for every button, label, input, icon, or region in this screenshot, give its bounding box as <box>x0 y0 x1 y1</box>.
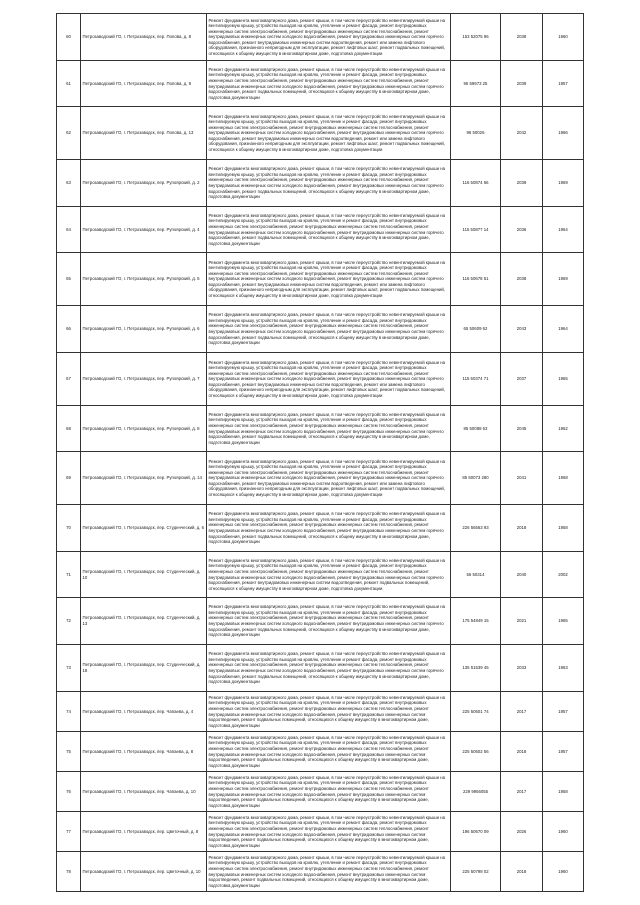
planned-year-cell: 2041 <box>501 452 543 505</box>
build-year-cell: 1960 <box>543 14 584 61</box>
row-number-cell: 71 <box>57 552 81 598</box>
table-row <box>57 645 584 692</box>
address-cell: Петрозаводский ГО, г. Петрозаводск, пер. Рупоярский, д. 14 <box>81 452 207 505</box>
address-cell: Петрозаводский ГО, г. Петрозаводск, пер. Студенческий, д. 13 <box>81 598 207 645</box>
table-row <box>57 306 584 353</box>
planned-year-cell: 2017 <box>501 692 543 732</box>
address-cell: Петрозаводский ГО, г. Петрозаводск, пер. Рупоярский, д. 7 <box>81 353 207 406</box>
planned-year-cell: 2036 <box>501 207 543 253</box>
row-number-cell: 64 <box>57 207 81 253</box>
build-year-cell: 1969 <box>543 253 584 306</box>
planned-year-cell: 2021 <box>501 598 543 645</box>
work-list-cell: Ремонт фундамента многоквартирного дома, ремонт крыши, в том числе переустройство невентилируемой крыши на вентилируемую крышу, устройство выходов на кровлю, утепление и ремонт фасада, ремонт внутридомовых инженерных систем электроснабжения, ремонт внутридомовых инженерных систем теплоснабжения, ремонт внутридомовых инженерных систем холодного водоснабжения, ремонт внутридомовых инженерных систем водоотведения, ремонт подвальных помещений, относящихся к общему имуществу в многоквартирном доме, подготовка документации <box>207 732 451 772</box>
cost-cell: 225 50798 02 <box>451 852 501 892</box>
cost-cell: 225 50602 56 <box>451 732 501 772</box>
address-cell: Петрозаводский ГО, г. Петрозаводск, пер. Рупоярский, д. 5 <box>81 253 207 306</box>
work-list-cell: Ремонт фундамента многоквартирного дома, ремонт крыши, в том числе переустройство невентилируемой крыши на вентилируемую крышу, устройство выходов на кровлю, утепление и ремонт фасада, ремонт внутридомовых инженерных систем электроснабжения, ремонт внутридомовых инженерных систем теплоснабжения, ремонт внутридомовых инженерных систем холодного водоснабжения, ремонт внутридомовых инженерных систем горячего водоснабжения, ремонт подвальных помещений, относящихся к общему имуществу в многоквартирном доме, подготовка документации <box>207 61 451 107</box>
table-row <box>57 692 584 732</box>
cost-cell: 229 9956055 <box>451 772 501 812</box>
row-number-cell: 77 <box>57 812 81 852</box>
address-cell: Петрозаводский ГО, г. Петрозаводск, пер. Чапаева, д. 8 <box>81 732 207 772</box>
work-list-cell: Ремонт фундамента многоквартирного дома, ремонт крыши, в том числе переустройство невентилируемой крыши на вентилируемую крышу, устройство выходов на кровлю, утепление и ремонт фасада, ремонт внутридомовых инженерных систем электроснабжения, ремонт внутридомовых инженерных систем теплоснабжения, ремонт внутридомовых инженерных систем холодного водоснабжения, ремонт внутридомовых инженерных систем горячего водоснабжения, ремонт внутридомовых инженерных систем водоотведения, ремонт или замена лифтового оборудования, признанного непригодным для эксплуатации, ремонт лифтовых шахт, ремонт подвальных помещений, относящихся к общему имуществу в многоквартирном доме, подготовка документации <box>207 107 451 160</box>
build-year-cell: 1965 <box>543 353 584 406</box>
capital-repair-table <box>56 13 584 892</box>
table-row <box>57 812 584 852</box>
work-list-cell: Ремонт фундамента многоквартирного дома, ремонт крыши, в том числе переустройство невентилируемой крыши на вентилируемую крышу, устройство выходов на кровлю, утепление и ремонт фасада, ремонт внутридомовых инженерных систем электроснабжения, ремонт внутридомовых инженерных систем теплоснабжения, ремонт внутридомовых инженерных систем холодного водоснабжения, ремонт внутридомовых инженерных систем горячего водоснабжения, ремонт подвальных помещений, относящихся к общему имуществу в многоквартирном доме, подготовка документации <box>207 505 451 552</box>
build-year-cell: 1968 <box>543 452 584 505</box>
build-year-cell: 1958 <box>543 772 584 812</box>
planned-year-cell: 2018 <box>501 852 543 892</box>
build-year-cell: 1960 <box>543 812 584 852</box>
work-list-cell: Ремонт фундамента многоквартирного дома, ремонт крыши, в том числе переустройство невентилируемой крыши на вентилируемую крышу, устройство выходов на кровлю, утепление и ремонт фасада, ремонт внутридомовых инженерных систем электроснабжения, ремонт внутридомовых инженерных систем теплоснабжения, ремонт внутридомовых инженерных систем холодного водоснабжения, ремонт внутридомовых инженерных систем горячего водоснабжения, ремонт подвальных помещений, относящихся к общему имуществу в многоквартирном доме, подготовка документации <box>207 306 451 353</box>
row-number-cell: 78 <box>57 852 81 892</box>
planned-year-cell: 2033 <box>501 645 543 692</box>
work-list-cell: Ремонт фундамента многоквартирного дома, ремонт крыши, в том числе переустройство невентилируемой крыши на вентилируемую крышу, устройство выходов на кровлю, утепление и ремонт фасада, ремонт внутридомовых инженерных систем электроснабжения, ремонт внутридомовых инженерных систем теплоснабжения, ремонт внутридомовых инженерных систем холодного водоснабжения, ремонт внутридомовых инженерных систем горячего водоснабжения, ремонт внутридомовых инженерных систем водоотведения, ремонт или замена лифтового оборудования, признанного непригодным для эксплуатации, ремонт лифтовых шахт, ремонт подвальных помещений, относящихся к общему имуществу в многоквартирном доме, подготовка документации <box>207 253 451 306</box>
build-year-cell: 1957 <box>543 61 584 107</box>
work-list-cell: Ремонт фундамента многоквартирного дома, ремонт крыши, в том числе переустройство невентилируемой крыши на вентилируемую крышу, устройство выходов на кровлю, утепление и ремонт фасада, ремонт внутридомовых инженерных систем электроснабжения, ремонт внутридомовых инженерных систем теплоснабжения, ремонт внутридомовых инженерных систем холодного водоснабжения, ремонт внутридомовых инженерных систем горячего водоснабжения, ремонт внутридомовых инженерных систем водоотведения, ремонт или замена лифтового оборудования, признанного непригодным для эксплуатации, ремонт лифтовых шахт, ремонт подвальных помещений, относящихся к общему имуществу в многоквартирном доме, подготовка документации <box>207 353 451 406</box>
table-row <box>57 852 584 892</box>
row-number-cell: 63 <box>57 160 81 207</box>
work-list-cell: Ремонт фундамента многоквартирного дома, ремонт крыши, в том числе переустройство невентилируемой крыши на вентилируемую крышу, устройство выходов на кровлю, утепление и ремонт фасада, ремонт внутридомовых инженерных систем электроснабжения, ремонт внутридомовых инженерных систем теплоснабжения, ремонт внутридомовых инженерных систем холодного водоснабжения, ремонт внутридомовых инженерных систем горячего водоснабжения, ремонт подвальных помещений, относящихся к общему имуществу в многоквартирном доме, подготовка документации <box>207 406 451 452</box>
row-number-cell: 72 <box>57 598 81 645</box>
table-row <box>57 107 584 160</box>
build-year-cell: 1969 <box>543 160 584 207</box>
row-number-cell: 67 <box>57 353 81 406</box>
build-year-cell: 1958 <box>543 505 584 552</box>
table-row <box>57 207 584 253</box>
row-number-cell: 76 <box>57 772 81 812</box>
build-year-cell: 1963 <box>543 645 584 692</box>
build-year-cell: 1964 <box>543 207 584 253</box>
build-year-cell: 1962 <box>543 406 584 452</box>
address-cell: Петрозаводский ГО, г. Петрозаводск, пер. Студенческий, д. 10 <box>81 552 207 598</box>
table-row <box>57 61 584 107</box>
row-number-cell: 62 <box>57 107 81 160</box>
build-year-cell: 1960 <box>543 852 584 892</box>
planned-year-cell: 2018 <box>501 505 543 552</box>
row-number-cell: 73 <box>57 645 81 692</box>
cost-cell: 85 50073 280 <box>451 452 501 505</box>
cost-cell: 96 50026 <box>451 107 501 160</box>
work-list-cell: Ремонт фундамента многоквартирного дома, ремонт крыши, в том числе переустройство невентилируемой крыши на вентилируемую крышу, устройство выходов на кровлю, утепление и ремонт фасада, ремонт внутридомовых инженерных систем электроснабжения, ремонт внутридомовых инженерных систем теплоснабжения, ремонт внутридомовых инженерных систем холодного водоснабжения, ремонт внутридомовых инженерных систем горячего водоснабжения, ремонт подвальных помещений, относящихся к общему имуществу в многоквартирном доме, подготовка документации <box>207 645 451 692</box>
cost-cell: 116 50678 51 <box>451 253 501 306</box>
table-row <box>57 598 584 645</box>
work-list-cell: Ремонт фундамента многоквартирного дома, ремонт крыши, в том числе переустройство невентилируемой крыши на вентилируемую крышу, устройство выходов на кровлю, утепление и ремонт фасада, ремонт внутридомовых инженерных систем электроснабжения, ремонт внутридомовых инженерных систем теплоснабжения, ремонт внутридомовых инженерных систем холодного водоснабжения, ремонт внутридомовых инженерных систем горячего водоснабжения, ремонт внутридомовых инженерных систем водоотведения, ремонт или замена лифтового оборудования, признанного непригодным для эксплуатации, ремонт лифтовых шахт, ремонт подвальных помещений, относящихся к общему имуществу в многоквартирном доме, подготовка документации <box>207 14 451 61</box>
address-cell: Петрозаводский ГО, г. Петрозаводск, пер. Студенческий, д. 18 <box>81 645 207 692</box>
cost-cell: 95 59973 25 <box>451 61 501 107</box>
row-number-cell: 75 <box>57 732 81 772</box>
planned-year-cell: 2039 <box>501 61 543 107</box>
cost-cell: 225 50601 74 <box>451 692 501 732</box>
row-number-cell: 74 <box>57 692 81 732</box>
table-row <box>57 353 584 406</box>
planned-year-cell: 2039 <box>501 160 543 207</box>
table-body <box>57 14 584 892</box>
row-number-cell: 66 <box>57 306 81 353</box>
cost-cell: 65 50609 62 <box>451 306 501 353</box>
table-row <box>57 505 584 552</box>
planned-year-cell: 2037 <box>501 353 543 406</box>
build-year-cell: 1957 <box>543 732 584 772</box>
planned-year-cell: 2038 <box>501 253 543 306</box>
table-row <box>57 732 584 772</box>
work-list-cell: Ремонт фундамента многоквартирного дома, ремонт крыши, в том числе переустройство невентилируемой крыши на вентилируемую крышу, устройство выходов на кровлю, утепление и ремонт фасада, ремонт внутридомовых инженерных систем электроснабжения, ремонт внутридомовых инженерных систем теплоснабжения, ремонт внутридомовых инженерных систем холодного водоснабжения, ремонт внутридомовых инженерных систем водоотведения, ремонт подвальных помещений, относящихся к общему имуществу в многоквартирном доме, подготовка документации <box>207 772 451 812</box>
cost-cell: 56 50314 <box>451 552 501 598</box>
table-row <box>57 160 584 207</box>
cost-cell: 135 51539 45 <box>451 645 501 692</box>
address-cell: Петрозаводский ГО, г. Петрозаводск, пер. Цветочный, д. 8 <box>81 812 207 852</box>
planned-year-cell: 2040 <box>501 552 543 598</box>
row-number-cell: 61 <box>57 61 81 107</box>
table-row <box>57 772 584 812</box>
work-list-cell: Ремонт фундамента многоквартирного дома, ремонт крыши, в том числе переустройство невентилируемой крыши на вентилируемую крышу, устройство выходов на кровлю, утепление и ремонт фасада, ремонт внутридомовых инженерных систем электроснабжения, ремонт внутридомовых инженерных систем теплоснабжения, ремонт внутридомовых инженерных систем холодного водоснабжения, ремонт внутридомовых инженерных систем горячего водоснабжения, ремонт подвальных помещений, относящихся к общему имуществу в многоквартирном доме, подготовка документации <box>207 207 451 253</box>
cost-cell: 115 50374 71 <box>451 353 501 406</box>
row-number-cell: 65 <box>57 253 81 306</box>
planned-year-cell: 2017 <box>501 772 543 812</box>
address-cell: Петрозаводский ГО, г. Петрозаводск, пер. Рупоярский, д. 8 <box>81 406 207 452</box>
address-cell: Петрозаводский ГО, г. Петрозаводск, пер. Чапаева, д. 10 <box>81 772 207 812</box>
work-list-cell: Ремонт фундамента многоквартирного дома, ремонт крыши, в том числе переустройство невентилируемой крыши на вентилируемую крышу, устройство выходов на кровлю, утепление и ремонт фасада, ремонт внутридомовых инженерных систем электроснабжения, ремонт внутридомовых инженерных систем теплоснабжения, ремонт внутридомовых инженерных систем холодного водоснабжения, ремонт внутридомовых инженерных систем водоотведения, ремонт подвальных помещений, относящихся к общему имуществу в многоквартирном доме, подготовка документации <box>207 812 451 852</box>
cost-cell: 116 50874 66 <box>451 160 501 207</box>
row-number-cell: 69 <box>57 452 81 505</box>
address-cell: Петрозаводский ГО, г. Петрозаводск, пер. Цветочный, д. 10 <box>81 852 207 892</box>
planned-year-cell: 2043 <box>501 306 543 353</box>
work-list-cell: Ремонт фундамента многоквартирного дома, ремонт крыши, в том числе переустройство невентилируемой крыши на вентилируемую крышу, устройство выходов на кровлю, утепление и ремонт фасада, ремонт внутридомовых инженерных систем электроснабжения, ремонт внутридомовых инженерных систем теплоснабжения, ремонт внутридомовых инженерных систем холодного водоснабжения, ремонт внутридомовых инженерных систем горячего водоснабжения, ремонт подвальных помещений, относящихся к общему имуществу в многоквартирном доме, подготовка документации <box>207 598 451 645</box>
work-list-cell: Ремонт фундамента многоквартирного дома, ремонт крыши, в том числе переустройство невентилируемой крыши на вентилируемую крышу, устройство выходов на кровлю, утепление и ремонт фасада, ремонт внутридомовых инженерных систем электроснабжения, ремонт внутридомовых инженерных систем теплоснабжения, ремонт внутридомовых инженерных систем холодного водоснабжения, ремонт внутридомовых инженерных систем водоотведения, ремонт подвальных помещений, относящихся к общему имуществу в многоквартирном доме, подготовка документации <box>207 692 451 732</box>
build-year-cell: 1966 <box>543 107 584 160</box>
address-cell: Петрозаводский ГО, г. Петрозаводск, пер. Студенческий, д. 6 <box>81 505 207 552</box>
row-number-cell: 60 <box>57 14 81 61</box>
cost-cell: 153 52075 96 <box>451 14 501 61</box>
table-row <box>57 552 584 598</box>
cost-cell: 175 54849 15 <box>451 598 501 645</box>
row-number-cell: 68 <box>57 406 81 452</box>
build-year-cell: 1957 <box>543 692 584 732</box>
address-cell: Петрозаводский ГО, г. Петрозаводск, пер. Попова, д. 9 <box>81 61 207 107</box>
address-cell: Петрозаводский ГО, г. Петрозаводск, пер. Попова, д. 8 <box>81 14 207 61</box>
table-row <box>57 452 584 505</box>
planned-year-cell: 2018 <box>501 732 543 772</box>
work-list-cell: Ремонт фундамента многоквартирного дома, ремонт крыши, в том числе переустройство невентилируемой крыши на вентилируемую крышу, устройство выходов на кровлю, утепление и ремонт фасада, ремонт внутридомовых инженерных систем электроснабжения, ремонт внутридомовых инженерных систем теплоснабжения, ремонт внутридомовых инженерных систем холодного водоснабжения, ремонт внутридомовых инженерных систем горячего водоснабжения, ремонт внутридомовых инженерных систем водоотведения, ремонт подвальных помещений, относящихся к общему имуществу в многоквартирном доме, подготовка документации <box>207 552 451 598</box>
work-list-cell: Ремонт фундамента многоквартирного дома, ремонт крыши, в том числе переустройство невентилируемой крыши на вентилируемую крышу, устройство выходов на кровлю, утепление и ремонт фасада, ремонт внутридомовых инженерных систем электроснабжения, ремонт внутридомовых инженерных систем теплоснабжения, ремонт внутридомовых инженерных систем холодного водоснабжения, ремонт внутридомовых инженерных систем водоотведения, ремонт подвальных помещений, относящихся к общему имуществу в многоквартирном доме, подготовка документации <box>207 852 451 892</box>
table-row <box>57 14 584 61</box>
address-cell: Петрозаводский ГО, г. Петрозаводск, пер. Рупоярский, д. 2 <box>81 160 207 207</box>
address-cell: Петрозаводский ГО, г. Петрозаводск, пер. Рупоярский, д. 4 <box>81 207 207 253</box>
planned-year-cell: 2042 <box>501 107 543 160</box>
build-year-cell: 1964 <box>543 306 584 353</box>
address-cell: Петрозаводский ГО, г. Петрозаводск, пер. Чапаева, д. 4 <box>81 692 207 732</box>
planned-year-cell: 2038 <box>501 14 543 61</box>
address-cell: Петрозаводский ГО, г. Петрозаводск, пер. Рупоярский, д. 6 <box>81 306 207 353</box>
table-row <box>57 406 584 452</box>
document-page <box>56 13 583 892</box>
work-list-cell: Ремонт фундамента многоквартирного дома, ремонт крыши, в том числе переустройство невентилируемой крыши на вентилируемую крышу, устройство выходов на кровлю, утепление и ремонт фасада, ремонт внутридомовых инженерных систем электроснабжения, ремонт внутридомовых инженерных систем теплоснабжения, ремонт внутридомовых инженерных систем холодного водоснабжения, ремонт внутридомовых инженерных систем горячего водоснабжения, ремонт подвальных помещений, относящихся к общему имуществу в многоквартирном доме, подготовка документации <box>207 160 451 207</box>
address-cell: Петрозаводский ГО, г. Петрозаводск, пер. Попова, д. 13 <box>81 107 207 160</box>
planned-year-cell: 2026 <box>501 812 543 852</box>
planned-year-cell: 2045 <box>501 406 543 452</box>
table-row <box>57 253 584 306</box>
build-year-cell: 1965 <box>543 598 584 645</box>
cost-cell: 196 50670 09 <box>451 812 501 852</box>
row-number-cell: 70 <box>57 505 81 552</box>
build-year-cell: 2002 <box>543 552 584 598</box>
cost-cell: 115 50877 14 <box>451 207 501 253</box>
cost-cell: 85 50088 63 <box>451 406 501 452</box>
cost-cell: 226 56563 93 <box>451 505 501 552</box>
work-list-cell: Ремонт фундамента многоквартирного дома, ремонт крыши, в том числе переустройство невентилируемой крыши на вентилируемую крышу, устройство выходов на кровлю, утепление и ремонт фасада, ремонт внутридомовых инженерных систем электроснабжения, ремонт внутридомовых инженерных систем теплоснабжения, ремонт внутридомовых инженерных систем холодного водоснабжения, ремонт внутридомовых инженерных систем горячего водоснабжения, ремонт внутридомовых инженерных систем водоотведения, ремонт или замена лифтового оборудования, признанного непригодным для эксплуатации, ремонт лифтовых шахт, ремонт подвальных помещений, относящихся к общему имуществу в многоквартирном доме, подготовка документации <box>207 452 451 505</box>
